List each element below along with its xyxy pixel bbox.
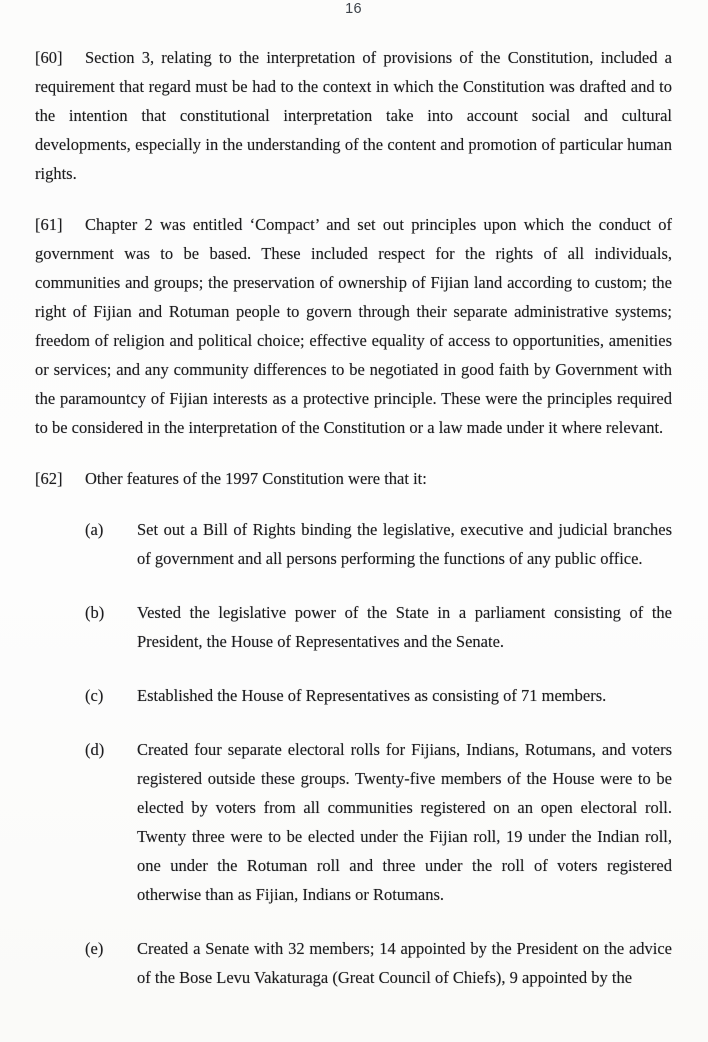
- list-item-e: [35, 934, 672, 992]
- paragraph-number: [61]: [35, 215, 63, 234]
- list-item-b: [35, 598, 672, 656]
- paragraph-62: [35, 464, 672, 493]
- paragraph-61: [35, 210, 672, 442]
- list-item-label: (a): [85, 520, 104, 539]
- list-item-label: (e): [85, 939, 104, 958]
- list-item-label: (d): [85, 740, 105, 759]
- list-item-c: [35, 681, 672, 710]
- list-item-label: (c): [85, 686, 104, 705]
- list-item-text: Set out a Bill of Rights binding the legislative, executive and judicial branches of government and all persons performing the functions of any public office.: [137, 520, 672, 568]
- list-item-text: Established the House of Representatives as consisting of 71 members.: [137, 686, 607, 705]
- document-content: [35, 43, 672, 992]
- paragraph-text: Other features of the 1997 Constitution were that it:: [85, 469, 427, 488]
- paragraph-number: [60]: [35, 48, 63, 67]
- paragraph-60: [35, 43, 672, 188]
- paragraph-text: Chapter 2 was entitled ‘Compact’ and set out principles upon which the conduct of government was to be based. These included respect for the rights of all individuals, communities and groups; the preservation of ownership of Fijian land according to custom; the right of Fijian and Rotuman people to govern through their separate administrative systems; freedom of religion and political choice; effective equality of access to opportunities, amenities or services; and any community differences to be negotiated in good faith by Government with the paramountcy of Fijian interests as a protective principle. These were the principles required to be considered in the interpretation of the Constitution or a law made under it where relevant.: [35, 215, 672, 437]
- page-number: 16: [345, 1, 362, 17]
- list-item-text: Created a Senate with 32 members; 14 appointed by the President on the advice of the Bose Levu Vakaturaga (Great Council of Chiefs), 9 appointed by the: [137, 939, 672, 987]
- list-item-text: Created four separate electoral rolls for Fijians, Indians, Rotumans, and voters registered outside these groups. Twenty-five members of the House were to be elected by voters from all communities registered on an open electoral roll. Twenty three were to be elected under the Fijian roll, 19 under the Indian roll, one under the Rotuman roll and three under the roll of voters registered otherwise than as Fijian, Indians or Rotumans.: [137, 740, 672, 904]
- paragraph-text: Section 3, relating to the interpretation of provisions of the Constitution, included a requirement that regard must be had to the context in which the Constitution was drafted and to the intention that constitutional interpretation take into account social and cultural developments, especially in the understanding of the content and promotion of particular human rights.: [35, 48, 672, 183]
- feature-list: [35, 515, 672, 992]
- list-item-a: [35, 515, 672, 573]
- list-item-text: Vested the legislative power of the State in a parliament consisting of the President, the House of Representatives and the Senate.: [137, 603, 672, 651]
- list-item-d: [35, 735, 672, 909]
- paragraph-number: [62]: [35, 469, 63, 488]
- list-item-label: (b): [85, 603, 105, 622]
